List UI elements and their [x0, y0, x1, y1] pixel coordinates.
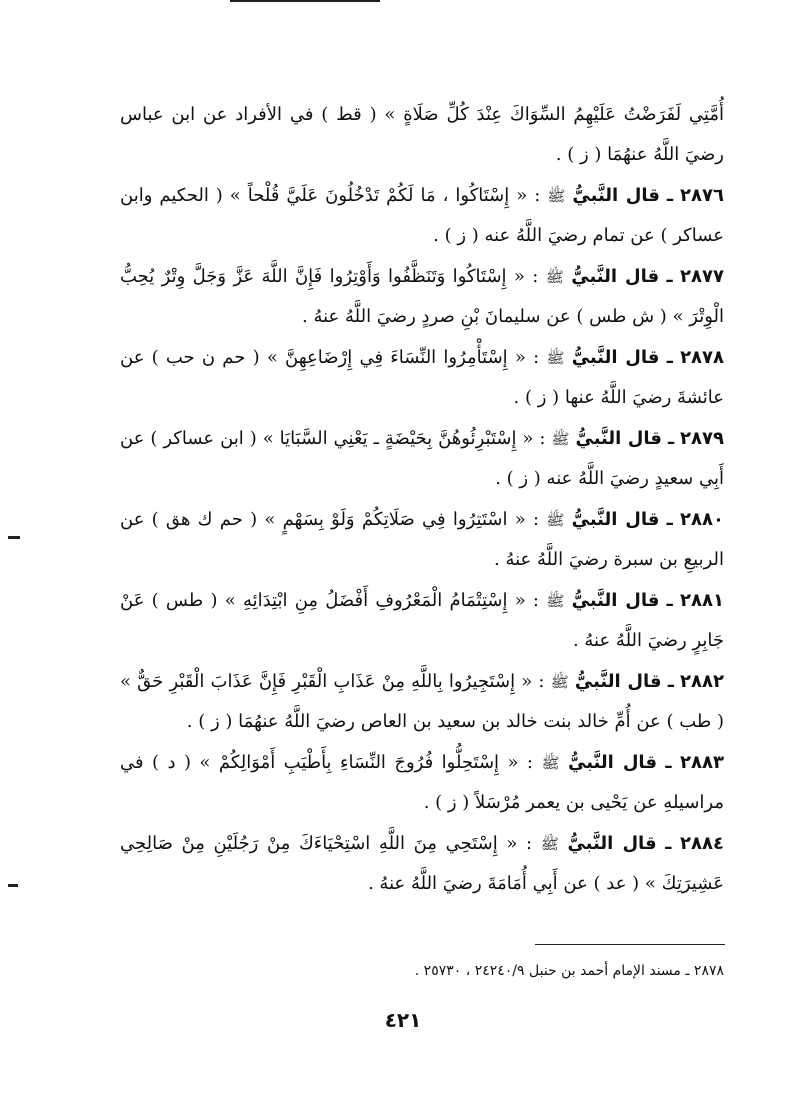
hadith-number: ٢٨٧٧ — [680, 266, 724, 287]
hadith-text-body — [120, 95, 724, 904]
hadith-number: ٢٨٧٩ — [680, 428, 724, 449]
hadith-text: : « إِسْتَأْمِرُوا النِّسَاءَ فِي إِرْضَاعِهِنَّ » ( حم ن حب ) عن عائشةَ رضيَ اللَّهُ عنها ( ز ) . — [120, 347, 724, 408]
said-label: قال النَّبيُّ — [568, 752, 657, 773]
hadith-text: : « إِسْتِتْمَامُ الْمَعْرُوفِ أَفْضَلُ مِنِ ابْتِدَائِهِ » ( طس ) عَنْ جَابِرٍ رضيَ اللَّهُ عنهُ . — [120, 590, 724, 651]
hadith-paragraph — [120, 824, 724, 904]
separator: ـ — [666, 185, 674, 206]
said-label: قال النَّبيُّ — [571, 509, 660, 530]
salutation-glyph: ﷺ — [550, 673, 569, 691]
separator: ـ — [666, 509, 673, 530]
separator: ـ — [666, 590, 673, 611]
salutation-glyph: ﷺ — [547, 187, 566, 205]
scan-mark — [8, 536, 20, 539]
said-label: قال النَّبيُّ — [572, 185, 660, 206]
salutation-glyph: ﷺ — [540, 835, 559, 853]
hadith-number: ٢٨٧٦ — [680, 185, 724, 206]
hadith-paragraph — [120, 419, 724, 499]
salutation-glyph: ﷺ — [545, 268, 564, 286]
separator: ـ — [666, 347, 673, 368]
hadith-number: ٢٨٨٣ — [680, 752, 724, 773]
said-label: قال النَّبيُّ — [571, 347, 660, 368]
separator: ـ — [667, 428, 675, 449]
hadith-text: : « إِسْتَاكُوا ، مَا لَكُمْ تَدْخُلُونَ عَلَيَّ قُلْحاً » ( الحكيم وابن عساكر ) عن تمام رضيَ اللَّهُ عنه ( ز ) . — [120, 185, 724, 246]
hadith-paragraph — [120, 338, 724, 418]
hadith-number: ٢٨٨٠ — [680, 509, 724, 530]
hadith-number: ٢٨٨٤ — [680, 833, 724, 854]
salutation-glyph: ﷺ — [551, 430, 570, 448]
hadith-text: : « إِسْتَبْرِئُوهُنَّ بِحَيْضَةٍ ـ يَعْنِي السَّبَايَا » ( ابن عساكر ) عن أَبِي سعيدٍ رضيَ اللَّهُ عنه ( ز ) . — [120, 428, 724, 489]
hadith-paragraph — [120, 662, 724, 742]
separator: ـ — [665, 833, 672, 854]
separator: ـ — [666, 266, 673, 287]
hadith-text: : « إِسْتَاكُوا وَتَنَظَّفُوا وَأَوْتِرُوا فَإِنَّ اللَّهَ عَزَّ وَجَلَّ وِتْرٌ يُحِبُّ الْوِتْرَ » ( ش طس ) عن سليمانَ بْنِ صردٍ رضيَ اللَّهُ عنهُ . — [120, 266, 724, 327]
footnote-divider — [535, 944, 725, 945]
said-label: قال النَّبيُّ — [574, 671, 662, 692]
salutation-glyph: ﷺ — [546, 592, 565, 610]
said-label: قال النَّبيُّ — [567, 833, 657, 854]
hadith-paragraph — [120, 743, 724, 823]
separator: ـ — [665, 752, 672, 773]
hadith-paragraph — [120, 581, 724, 661]
hadith-text: : « إِسْتَحِي مِنَ اللَّهِ اسْتِحْيَاءَكَ مِنْ رَجُلَيْنِ مِنْ صَالِحِي عَشِيرَتِكَ » ( عد ) عن أَبِي أُمَامَةَ رضيَ اللَّهُ عنهُ . — [120, 833, 724, 894]
salutation-glyph: ﷺ — [546, 349, 565, 367]
said-label: قال النَّبيُّ — [575, 428, 662, 449]
hadith-number: ٢٨٧٨ — [680, 347, 725, 368]
hadith-paragraph — [120, 257, 724, 337]
salutation-glyph: ﷺ — [546, 511, 565, 529]
hadith-number: ٢٨٨١ — [680, 590, 724, 611]
footnote: ٢٨٧٨ ـ مسند الإمام أحمد بن حنبل ٢٤٢٤٠/٩ ، ٢٥٧٣٠ . — [414, 963, 724, 979]
hadith-number: ٢٨٨٢ — [680, 671, 724, 692]
hadith-paragraph — [120, 500, 724, 580]
intro-paragraph: أُمَّتِي لَفَرَضْتُ عَلَيْهِمُ السِّوَاكَ عِنْدَ كُلِّ صَلَاةٍ » ( قط ) في الأفراد عن ابن عباس رضيَ اللَّهُ عنهُمَا ( ز ) . — [120, 104, 724, 165]
page-number: ٤٢١ — [384, 1008, 422, 1032]
top-border-line — [230, 0, 380, 2]
hadith-text: : « اسْتَتِرُوا فِي صَلَاتِكُمْ وَلَوْ بِسَهْمٍ » ( حم ك هق ) عن الربيعِ بن سبرة رضيَ اللَّهُ عنهُ . — [120, 509, 724, 570]
said-label: قال النَّبيُّ — [571, 266, 660, 287]
scan-mark — [8, 884, 18, 887]
separator: ـ — [667, 671, 674, 692]
said-label: قال النَّبيُّ — [571, 590, 660, 611]
hadith-paragraph — [120, 176, 724, 256]
hadith-text: : « إِسْتَحِلُّوا فُرُوجَ النِّسَاءِ بِأَطْيَبِ أَمْوَالِكُمْ » ( د ) في مراسيلهِ عن يَحْيى بن يعمر مُرْسَلاً ( ز ) . — [120, 752, 724, 813]
salutation-glyph: ﷺ — [541, 754, 560, 772]
hadith-text: : « إِسْتَجِيرُوا بِاللَّهِ مِنْ عَذَابِ الْقَبْرِ فَإِنَّ عَذَابَ الْقَبْرِ حَقٌّ » ( طب ) عن أُمِّ خالد بنت خالد بن سعيد بن العاص رضيَ اللَّهُ عنهُمَا ( ز ) . — [120, 671, 724, 732]
